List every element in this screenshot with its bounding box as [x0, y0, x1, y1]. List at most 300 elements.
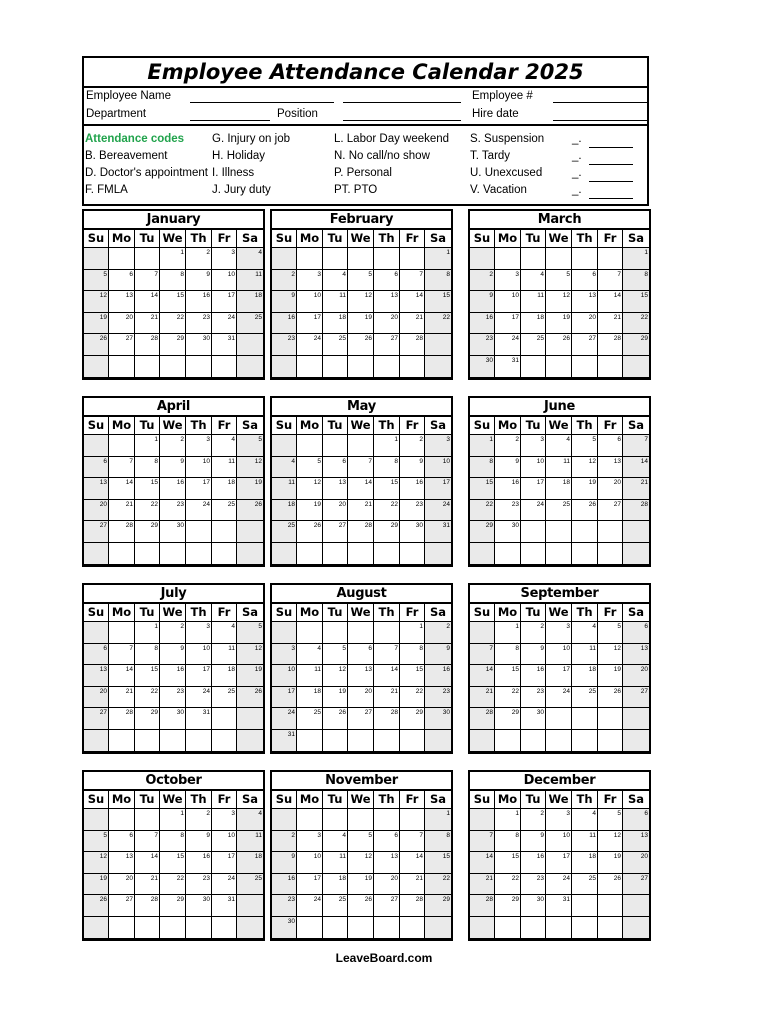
day-cell[interactable] — [135, 356, 160, 378]
day-cell[interactable] — [135, 543, 160, 565]
day-cell[interactable]: 2 — [272, 831, 297, 853]
day-cell[interactable] — [425, 917, 451, 939]
day-cell[interactable]: 20 — [109, 313, 135, 335]
day-cell[interactable]: 1 — [160, 248, 186, 270]
day-cell[interactable] — [297, 809, 323, 831]
day-cell[interactable] — [212, 543, 237, 565]
day-cell[interactable]: 3 — [425, 435, 451, 457]
day-cell[interactable]: 1 — [425, 809, 451, 831]
day-cell[interactable]: 5 — [348, 270, 374, 292]
day-cell[interactable] — [598, 895, 623, 917]
day-cell[interactable]: 25 — [297, 708, 323, 730]
day-cell[interactable]: 1 — [400, 622, 425, 644]
day-cell[interactable]: 5 — [84, 270, 109, 292]
day-cell[interactable]: 27 — [84, 708, 109, 730]
day-cell[interactable]: 8 — [495, 644, 521, 666]
day-cell[interactable]: 10 — [495, 291, 521, 313]
day-cell[interactable]: 23 — [186, 313, 212, 335]
day-cell[interactable]: 11 — [323, 852, 348, 874]
day-cell[interactable]: 14 — [109, 665, 135, 687]
custom-code-slot[interactable] — [572, 182, 633, 199]
day-cell[interactable]: 15 — [160, 852, 186, 874]
day-cell[interactable] — [470, 543, 495, 565]
day-cell[interactable]: 16 — [425, 665, 451, 687]
day-cell[interactable]: 5 — [323, 644, 348, 666]
day-cell[interactable]: 2 — [160, 622, 186, 644]
day-cell[interactable]: 5 — [84, 831, 109, 853]
day-cell[interactable]: 4 — [237, 248, 263, 270]
day-cell[interactable]: 2 — [186, 809, 212, 831]
day-cell[interactable]: 15 — [160, 291, 186, 313]
day-cell[interactable] — [470, 730, 495, 752]
day-cell[interactable]: 5 — [348, 831, 374, 853]
day-cell[interactable]: 21 — [400, 313, 425, 335]
day-cell[interactable]: 15 — [400, 665, 425, 687]
day-cell[interactable] — [623, 917, 649, 939]
day-cell[interactable]: 14 — [374, 665, 400, 687]
day-cell[interactable]: 8 — [374, 457, 400, 479]
day-cell[interactable]: 4 — [272, 457, 297, 479]
day-cell[interactable]: 8 — [425, 270, 451, 292]
day-cell[interactable] — [109, 730, 135, 752]
day-cell[interactable] — [521, 248, 546, 270]
day-cell[interactable] — [348, 917, 374, 939]
day-cell[interactable]: 10 — [546, 831, 572, 853]
day-cell[interactable]: 26 — [323, 708, 348, 730]
day-cell[interactable] — [212, 521, 237, 543]
day-cell[interactable] — [598, 543, 623, 565]
day-cell[interactable]: 29 — [495, 708, 521, 730]
day-cell[interactable]: 14 — [400, 852, 425, 874]
day-cell[interactable]: 12 — [348, 852, 374, 874]
day-cell[interactable]: 19 — [237, 478, 263, 500]
day-cell[interactable]: 30 — [521, 708, 546, 730]
day-cell[interactable]: 30 — [425, 708, 451, 730]
day-cell[interactable]: 22 — [623, 313, 649, 335]
day-cell[interactable]: 4 — [323, 270, 348, 292]
day-cell[interactable]: 18 — [572, 665, 598, 687]
day-cell[interactable] — [348, 730, 374, 752]
day-cell[interactable]: 7 — [598, 270, 623, 292]
day-cell[interactable]: 2 — [272, 270, 297, 292]
day-cell[interactable]: 25 — [212, 500, 237, 522]
day-cell[interactable]: 9 — [272, 291, 297, 313]
day-cell[interactable] — [546, 248, 572, 270]
day-cell[interactable] — [348, 622, 374, 644]
day-cell[interactable]: 23 — [425, 687, 451, 709]
day-cell[interactable]: 27 — [109, 895, 135, 917]
day-cell[interactable] — [186, 917, 212, 939]
day-cell[interactable]: 10 — [186, 644, 212, 666]
day-cell[interactable]: 1 — [495, 809, 521, 831]
day-cell[interactable] — [160, 917, 186, 939]
day-cell[interactable]: 12 — [237, 457, 263, 479]
day-cell[interactable]: 3 — [546, 809, 572, 831]
day-cell[interactable]: 11 — [297, 665, 323, 687]
day-cell[interactable]: 26 — [572, 500, 598, 522]
day-cell[interactable]: 26 — [348, 895, 374, 917]
day-cell[interactable] — [348, 809, 374, 831]
day-cell[interactable]: 10 — [272, 665, 297, 687]
day-cell[interactable]: 26 — [84, 895, 109, 917]
day-cell[interactable]: 30 — [521, 895, 546, 917]
day-cell[interactable]: 28 — [400, 334, 425, 356]
day-cell[interactable]: 28 — [623, 500, 649, 522]
day-cell[interactable]: 19 — [297, 500, 323, 522]
day-cell[interactable] — [186, 356, 212, 378]
day-cell[interactable]: 2 — [186, 248, 212, 270]
day-cell[interactable] — [546, 708, 572, 730]
day-cell[interactable]: 18 — [272, 500, 297, 522]
day-cell[interactable]: 26 — [348, 334, 374, 356]
day-cell[interactable]: 7 — [400, 270, 425, 292]
day-cell[interactable]: 18 — [546, 478, 572, 500]
day-cell[interactable]: 18 — [323, 874, 348, 896]
day-cell[interactable]: 3 — [297, 831, 323, 853]
day-cell[interactable]: 30 — [186, 334, 212, 356]
day-cell[interactable] — [237, 521, 263, 543]
day-cell[interactable]: 7 — [470, 644, 495, 666]
day-cell[interactable]: 20 — [109, 874, 135, 896]
day-cell[interactable] — [109, 622, 135, 644]
department-field[interactable] — [190, 107, 270, 121]
day-cell[interactable] — [237, 895, 263, 917]
day-cell[interactable]: 22 — [425, 874, 451, 896]
day-cell[interactable] — [297, 248, 323, 270]
day-cell[interactable] — [237, 334, 263, 356]
day-cell[interactable]: 13 — [374, 291, 400, 313]
day-cell[interactable]: 31 — [425, 521, 451, 543]
day-cell[interactable]: 2 — [160, 435, 186, 457]
custom-code-slot[interactable] — [572, 131, 633, 148]
day-cell[interactable]: 1 — [470, 435, 495, 457]
day-cell[interactable] — [572, 917, 598, 939]
day-cell[interactable]: 28 — [400, 895, 425, 917]
day-cell[interactable]: 6 — [623, 622, 649, 644]
day-cell[interactable]: 9 — [160, 457, 186, 479]
day-cell[interactable]: 21 — [470, 874, 495, 896]
day-cell[interactable]: 8 — [135, 644, 160, 666]
day-cell[interactable]: 11 — [572, 831, 598, 853]
day-cell[interactable]: 16 — [521, 852, 546, 874]
day-cell[interactable]: 13 — [109, 291, 135, 313]
day-cell[interactable]: 25 — [546, 500, 572, 522]
day-cell[interactable] — [425, 334, 451, 356]
day-cell[interactable]: 23 — [470, 334, 495, 356]
day-cell[interactable] — [212, 356, 237, 378]
day-cell[interactable]: 27 — [623, 687, 649, 709]
day-cell[interactable] — [237, 708, 263, 730]
day-cell[interactable]: 28 — [348, 521, 374, 543]
day-cell[interactable]: 2 — [470, 270, 495, 292]
day-cell[interactable]: 9 — [160, 644, 186, 666]
day-cell[interactable]: 20 — [623, 665, 649, 687]
day-cell[interactable]: 20 — [84, 687, 109, 709]
day-cell[interactable] — [572, 356, 598, 378]
employee-name-field[interactable] — [190, 89, 334, 103]
day-cell[interactable]: 27 — [374, 895, 400, 917]
day-cell[interactable] — [348, 248, 374, 270]
day-cell[interactable]: 8 — [470, 457, 495, 479]
day-cell[interactable]: 21 — [109, 687, 135, 709]
day-cell[interactable] — [135, 730, 160, 752]
day-cell[interactable]: 2 — [425, 622, 451, 644]
day-cell[interactable]: 23 — [272, 895, 297, 917]
day-cell[interactable]: 9 — [425, 644, 451, 666]
day-cell[interactable]: 29 — [470, 521, 495, 543]
day-cell[interactable] — [623, 356, 649, 378]
day-cell[interactable]: 11 — [212, 457, 237, 479]
day-cell[interactable]: 23 — [521, 687, 546, 709]
day-cell[interactable]: 22 — [495, 687, 521, 709]
day-cell[interactable]: 8 — [495, 831, 521, 853]
day-cell[interactable] — [109, 356, 135, 378]
employee-name-field-2[interactable] — [343, 89, 461, 103]
day-cell[interactable] — [297, 622, 323, 644]
day-cell[interactable]: 1 — [623, 248, 649, 270]
day-cell[interactable]: 28 — [135, 334, 160, 356]
day-cell[interactable] — [521, 730, 546, 752]
day-cell[interactable]: 9 — [470, 291, 495, 313]
day-cell[interactable] — [186, 543, 212, 565]
day-cell[interactable] — [546, 356, 572, 378]
day-cell[interactable]: 29 — [135, 708, 160, 730]
day-cell[interactable]: 24 — [272, 708, 297, 730]
day-cell[interactable]: 22 — [135, 687, 160, 709]
day-cell[interactable]: 20 — [348, 687, 374, 709]
day-cell[interactable] — [297, 356, 323, 378]
day-cell[interactable]: 27 — [84, 521, 109, 543]
day-cell[interactable]: 31 — [186, 708, 212, 730]
day-cell[interactable] — [546, 521, 572, 543]
day-cell[interactable]: 4 — [297, 644, 323, 666]
day-cell[interactable] — [84, 917, 109, 939]
day-cell[interactable] — [186, 730, 212, 752]
day-cell[interactable] — [237, 917, 263, 939]
day-cell[interactable] — [135, 917, 160, 939]
day-cell[interactable] — [109, 917, 135, 939]
day-cell[interactable]: 16 — [160, 478, 186, 500]
day-cell[interactable]: 13 — [623, 644, 649, 666]
day-cell[interactable] — [186, 521, 212, 543]
day-cell[interactable]: 1 — [135, 435, 160, 457]
day-cell[interactable]: 6 — [323, 457, 348, 479]
day-cell[interactable]: 13 — [84, 478, 109, 500]
day-cell[interactable]: 16 — [160, 665, 186, 687]
day-cell[interactable]: 30 — [186, 895, 212, 917]
day-cell[interactable]: 12 — [572, 457, 598, 479]
day-cell[interactable] — [84, 622, 109, 644]
day-cell[interactable] — [323, 809, 348, 831]
day-cell[interactable]: 25 — [237, 874, 263, 896]
day-cell[interactable] — [400, 356, 425, 378]
day-cell[interactable]: 8 — [135, 457, 160, 479]
day-cell[interactable]: 24 — [297, 895, 323, 917]
day-cell[interactable]: 30 — [495, 521, 521, 543]
day-cell[interactable]: 17 — [272, 687, 297, 709]
day-cell[interactable]: 5 — [598, 622, 623, 644]
day-cell[interactable]: 16 — [186, 291, 212, 313]
day-cell[interactable]: 3 — [521, 435, 546, 457]
day-cell[interactable] — [546, 543, 572, 565]
day-cell[interactable] — [598, 248, 623, 270]
day-cell[interactable]: 3 — [495, 270, 521, 292]
day-cell[interactable] — [470, 622, 495, 644]
day-cell[interactable]: 14 — [109, 478, 135, 500]
day-cell[interactable]: 11 — [237, 831, 263, 853]
day-cell[interactable]: 17 — [521, 478, 546, 500]
day-cell[interactable]: 5 — [572, 435, 598, 457]
day-cell[interactable]: 1 — [374, 435, 400, 457]
day-cell[interactable]: 7 — [109, 644, 135, 666]
day-cell[interactable]: 7 — [470, 831, 495, 853]
employee-number-field[interactable] — [553, 89, 647, 103]
day-cell[interactable]: 17 — [186, 665, 212, 687]
day-cell[interactable]: 4 — [212, 435, 237, 457]
day-cell[interactable]: 27 — [348, 708, 374, 730]
day-cell[interactable]: 17 — [212, 852, 237, 874]
day-cell[interactable]: 3 — [212, 248, 237, 270]
day-cell[interactable]: 11 — [546, 457, 572, 479]
day-cell[interactable] — [135, 809, 160, 831]
day-cell[interactable]: 14 — [598, 291, 623, 313]
day-cell[interactable]: 2 — [521, 809, 546, 831]
day-cell[interactable] — [84, 248, 109, 270]
day-cell[interactable]: 10 — [297, 291, 323, 313]
day-cell[interactable]: 10 — [425, 457, 451, 479]
day-cell[interactable]: 18 — [323, 313, 348, 335]
day-cell[interactable]: 11 — [323, 291, 348, 313]
day-cell[interactable]: 12 — [598, 831, 623, 853]
day-cell[interactable] — [323, 248, 348, 270]
day-cell[interactable]: 21 — [374, 687, 400, 709]
day-cell[interactable] — [572, 730, 598, 752]
day-cell[interactable]: 18 — [212, 665, 237, 687]
day-cell[interactable]: 6 — [84, 457, 109, 479]
day-cell[interactable]: 6 — [84, 644, 109, 666]
day-cell[interactable]: 19 — [348, 874, 374, 896]
day-cell[interactable]: 29 — [495, 895, 521, 917]
day-cell[interactable] — [84, 543, 109, 565]
day-cell[interactable]: 13 — [623, 831, 649, 853]
day-cell[interactable] — [323, 917, 348, 939]
day-cell[interactable]: 29 — [160, 334, 186, 356]
day-cell[interactable]: 5 — [598, 809, 623, 831]
day-cell[interactable]: 11 — [521, 291, 546, 313]
day-cell[interactable] — [623, 708, 649, 730]
day-cell[interactable]: 4 — [212, 622, 237, 644]
day-cell[interactable]: 28 — [374, 708, 400, 730]
day-cell[interactable]: 7 — [400, 831, 425, 853]
day-cell[interactable] — [572, 543, 598, 565]
day-cell[interactable] — [348, 356, 374, 378]
day-cell[interactable]: 30 — [272, 917, 297, 939]
day-cell[interactable]: 21 — [348, 500, 374, 522]
day-cell[interactable] — [84, 356, 109, 378]
day-cell[interactable]: 12 — [546, 291, 572, 313]
day-cell[interactable]: 23 — [272, 334, 297, 356]
day-cell[interactable] — [160, 356, 186, 378]
day-cell[interactable] — [521, 356, 546, 378]
day-cell[interactable]: 24 — [546, 874, 572, 896]
day-cell[interactable]: 26 — [237, 500, 263, 522]
day-cell[interactable]: 6 — [109, 270, 135, 292]
day-cell[interactable]: 14 — [470, 852, 495, 874]
day-cell[interactable]: 4 — [521, 270, 546, 292]
day-cell[interactable]: 6 — [109, 831, 135, 853]
day-cell[interactable] — [160, 730, 186, 752]
day-cell[interactable]: 19 — [84, 313, 109, 335]
day-cell[interactable]: 6 — [374, 831, 400, 853]
day-cell[interactable] — [470, 917, 495, 939]
day-cell[interactable]: 7 — [374, 644, 400, 666]
custom-code-slot[interactable] — [572, 148, 633, 165]
day-cell[interactable] — [135, 248, 160, 270]
day-cell[interactable]: 15 — [135, 665, 160, 687]
day-cell[interactable]: 22 — [160, 313, 186, 335]
day-cell[interactable]: 28 — [109, 521, 135, 543]
day-cell[interactable] — [374, 730, 400, 752]
day-cell[interactable]: 3 — [212, 809, 237, 831]
day-cell[interactable]: 26 — [84, 334, 109, 356]
day-cell[interactable]: 17 — [495, 313, 521, 335]
position-field[interactable] — [343, 107, 461, 121]
day-cell[interactable]: 10 — [546, 644, 572, 666]
day-cell[interactable]: 11 — [212, 644, 237, 666]
day-cell[interactable]: 7 — [348, 457, 374, 479]
day-cell[interactable] — [237, 356, 263, 378]
day-cell[interactable]: 2 — [521, 622, 546, 644]
day-cell[interactable]: 24 — [212, 874, 237, 896]
day-cell[interactable]: 20 — [323, 500, 348, 522]
day-cell[interactable] — [470, 248, 495, 270]
day-cell[interactable]: 1 — [135, 622, 160, 644]
day-cell[interactable]: 12 — [237, 644, 263, 666]
day-cell[interactable]: 21 — [470, 687, 495, 709]
day-cell[interactable] — [109, 809, 135, 831]
day-cell[interactable]: 10 — [521, 457, 546, 479]
day-cell[interactable]: 10 — [212, 270, 237, 292]
day-cell[interactable]: 17 — [546, 665, 572, 687]
day-cell[interactable]: 15 — [374, 478, 400, 500]
day-cell[interactable]: 31 — [546, 895, 572, 917]
day-cell[interactable]: 3 — [186, 435, 212, 457]
day-cell[interactable] — [623, 730, 649, 752]
day-cell[interactable]: 23 — [495, 500, 521, 522]
day-cell[interactable]: 25 — [572, 687, 598, 709]
day-cell[interactable]: 22 — [470, 500, 495, 522]
day-cell[interactable] — [400, 917, 425, 939]
day-cell[interactable]: 18 — [237, 291, 263, 313]
day-cell[interactable]: 11 — [272, 478, 297, 500]
day-cell[interactable]: 15 — [425, 291, 451, 313]
day-cell[interactable]: 15 — [470, 478, 495, 500]
day-cell[interactable]: 26 — [237, 687, 263, 709]
day-cell[interactable]: 25 — [572, 874, 598, 896]
day-cell[interactable]: 9 — [272, 852, 297, 874]
day-cell[interactable] — [425, 356, 451, 378]
day-cell[interactable]: 16 — [495, 478, 521, 500]
day-cell[interactable]: 20 — [84, 500, 109, 522]
day-cell[interactable]: 9 — [400, 457, 425, 479]
day-cell[interactable]: 5 — [297, 457, 323, 479]
day-cell[interactable]: 24 — [425, 500, 451, 522]
day-cell[interactable] — [400, 730, 425, 752]
day-cell[interactable]: 25 — [323, 334, 348, 356]
day-cell[interactable] — [572, 521, 598, 543]
day-cell[interactable] — [546, 917, 572, 939]
day-cell[interactable] — [572, 895, 598, 917]
